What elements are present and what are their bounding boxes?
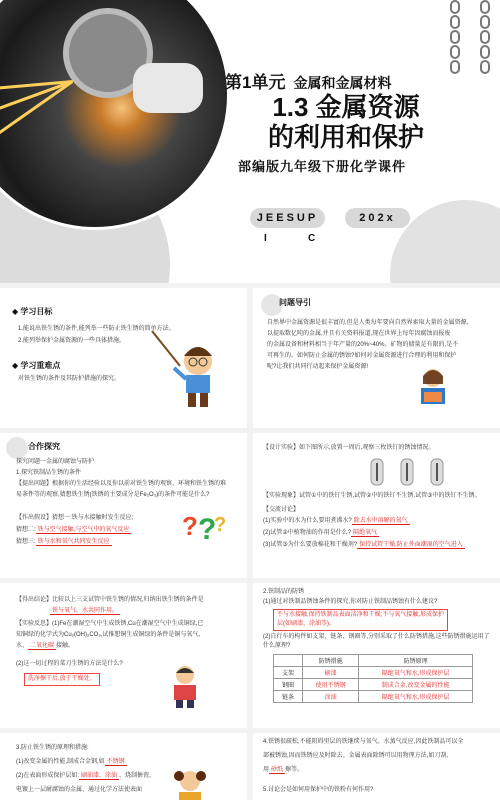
- protect-answer-box: 不与水接触,保持铁制品表面洁净和干燥;不与氧气接触,形成保护层(如刷漆、涂油等)。: [273, 609, 448, 631]
- banner-text: 部编版九年级下册化学课件: [238, 159, 407, 174]
- explore-title: 合作探究: [28, 442, 60, 451]
- chain-icon: [448, 0, 462, 80]
- rust-line: 部被锈蚀,因而铁锈应及时除去。金属表面除锈可以用物理方法,如刀刮、: [263, 753, 453, 759]
- svg-text:?: ?: [198, 513, 217, 545]
- guide-text: 自然界中金属资源是很丰富的,但是人类每年要向自然界索取大量的金属资源, 以提取数亿吨的金属,并且有关资料报道,现在世界上每年因腐蚀而报废 的金属设备和材料相当于年产量的20%~40%。矿物的储量是有限的,是不 可再生的。如何防止金属的锈蚀?如何对金属资源进行合理的利用和保护 呢?让我们共同行动起来保护金属资源!: [267, 320, 469, 370]
- reflect-line: 水、 二氧化碳 接触。: [16, 643, 75, 649]
- reflect-answer-box: 洗净擦干后,放于干燥处。: [24, 673, 100, 686]
- cover-slide: [0, 0, 500, 283]
- pill-right-sub: C: [308, 233, 316, 244]
- discuss-q3: (3)试管③为什么要放棉花和干燥剂? 保持试管干燥,防止外面潮湿的空气进入: [263, 542, 463, 548]
- guide-slide: [253, 288, 500, 428]
- goals-slide: [0, 288, 247, 428]
- pill-right: 202x: [345, 208, 410, 228]
- reflect-question: (2)这一切过程的菜刀生锈的方法是什么?: [16, 661, 123, 667]
- protect-slide: [253, 583, 500, 728]
- boy-cartoon: [165, 663, 205, 708]
- rust-line: 4.铁锈很疏松,不能阻碍里层的铁继续与氧气、水蒸气反应,因此铁制品可以全: [263, 739, 464, 745]
- table-row: 钢圈 使用不锈钢 制成合金,改变金属的性能: [274, 679, 473, 691]
- hypothesis-1: 【作出假设】猜想一:铁与水接触时发生反应;: [16, 515, 134, 521]
- discuss-q2: (2)试管②中植物油的作用是什么? 隔绝氧气: [263, 530, 378, 536]
- table-row: 支架 刷漆 隔绝氧气和水,形成保护层: [274, 667, 473, 679]
- explore-slide: [0, 433, 247, 578]
- explore-text: 探究问题一金属的腐蚀与防护 1.探究铁制品生锈的条件 【提出问题】根据你的生活经验以及你以前对铁生锈的观察、环境和铁生锈的难 易条件等的观察,猜想铁生锈(铁锈的主要成分是Fe₂O₃)的条件可能是什么?: [16, 459, 227, 498]
- rust-line: 5.讨论会是如何用保护中的铁粉有何作用?: [263, 787, 374, 793]
- protect-table: [273, 654, 473, 703]
- conclusion-line: 【得出结论】比较以上三支试管中铁生锈的情况,归纳出铁生锈的条件是: [16, 597, 204, 603]
- pill-left: JEESUP: [250, 208, 325, 228]
- prevention-title: 3.防止铁生锈的原理和措施:: [16, 745, 89, 751]
- protect-question-2: (2)自行车的构件如支架、链条、钢圈等,分别采取了什么防锈措施,这些防锈措施运用了什么原理?: [263, 634, 490, 649]
- goals-item: 1.能说出铁生锈的条件,能列举一些防止铁生锈的简单方法。: [18, 326, 175, 332]
- svg-text:?: ?: [182, 511, 198, 541]
- test-tubes-figure: [363, 457, 453, 489]
- key-text: 对铁生锈的条件及其防护措施的探究。: [18, 376, 121, 382]
- reflect-line: 【实验反思】(1)Fe在潮湿空气中生成铁锈,Cu在潮湿空气中生成铜绿,已: [16, 621, 204, 627]
- table-row: 链条 涂油 隔绝氧气和水,形成保护层: [274, 691, 473, 703]
- conclusion-slide: [0, 583, 247, 728]
- discuss-title: 【交流讨论】: [263, 507, 300, 513]
- chain-icon: [478, 0, 492, 80]
- girl-cartoon: [170, 767, 210, 800]
- conclusion-answer: 铁与氧气、水共同作用。: [52, 608, 119, 614]
- prevention-line: 电镀上一层耐腐蚀的金属、通过化学方法使表面: [16, 787, 143, 793]
- design-title: 【设计实验】如下图所示,放置一周后,观察三枚铁钉的锈蚀情况。: [263, 445, 435, 451]
- decor-circle: [6, 437, 28, 459]
- reflect-line: 知铜绿的化学式为Cu₂(OH)₂CO₃,试推想铜生成铜绿的条件是铜与氧气、: [16, 632, 205, 638]
- pill-left-sub: I: [264, 233, 267, 244]
- discuss-q1: (1)实验中的水为什么要用煮沸水? 除去水中溶解的氧气: [263, 518, 408, 524]
- protect-title: 2.铁制品的防锈: [263, 589, 305, 595]
- hypothesis-2: 猜想二: 铁与空气接触,与空气中的氧气反应: [16, 527, 130, 533]
- glove-image: [133, 63, 203, 113]
- guide-title: 问题导引: [279, 298, 311, 307]
- rust-line: 用 砂纸 擦等。: [263, 767, 304, 773]
- design-record: 【实验现象】试管①中的铁钉生锈,试管②中的铁钉不生锈,试管③中的铁钉不生锈。: [263, 493, 481, 499]
- key-title: ◆ 学习重难点: [12, 361, 61, 370]
- question-marks-icon: [180, 505, 230, 545]
- svg-text:?: ?: [214, 514, 227, 536]
- rust-removal-slide: [253, 733, 500, 800]
- design-slide: [253, 433, 500, 578]
- protect-question: (1)通过对铁制品锈蚀条件的探究,你对防止铁制品锈蚀有什么建议?: [263, 599, 438, 605]
- goals-title: ◆ 学习目标: [12, 307, 53, 316]
- table-header-row: 防锈措施 防锈原理: [274, 655, 473, 667]
- prevention-slide: [0, 733, 247, 800]
- reading-girl-cartoon: [413, 366, 453, 411]
- spark-line: [0, 81, 73, 141]
- prevention-line: (2)在表面形成保护层如: 刷油漆、涂油 、烧制搪瓷、: [16, 773, 156, 779]
- prevention-line: (1)改变金属的性能,制成合金钢,如 不锈钢: [16, 759, 125, 765]
- lesson-title: 1.3 金属资源 的利用和保护: [267, 92, 424, 152]
- grinder-photo: [0, 0, 230, 230]
- goals-item: 2.能列举保护金属资源的一些具体措施。: [18, 338, 126, 344]
- unit-title: 第1单元 金属和金属材料: [225, 73, 392, 92]
- hypothesis-3: 猜想三: 铁与水和氧气共同发生反应: [16, 539, 110, 545]
- teacher-cartoon: [150, 316, 230, 416]
